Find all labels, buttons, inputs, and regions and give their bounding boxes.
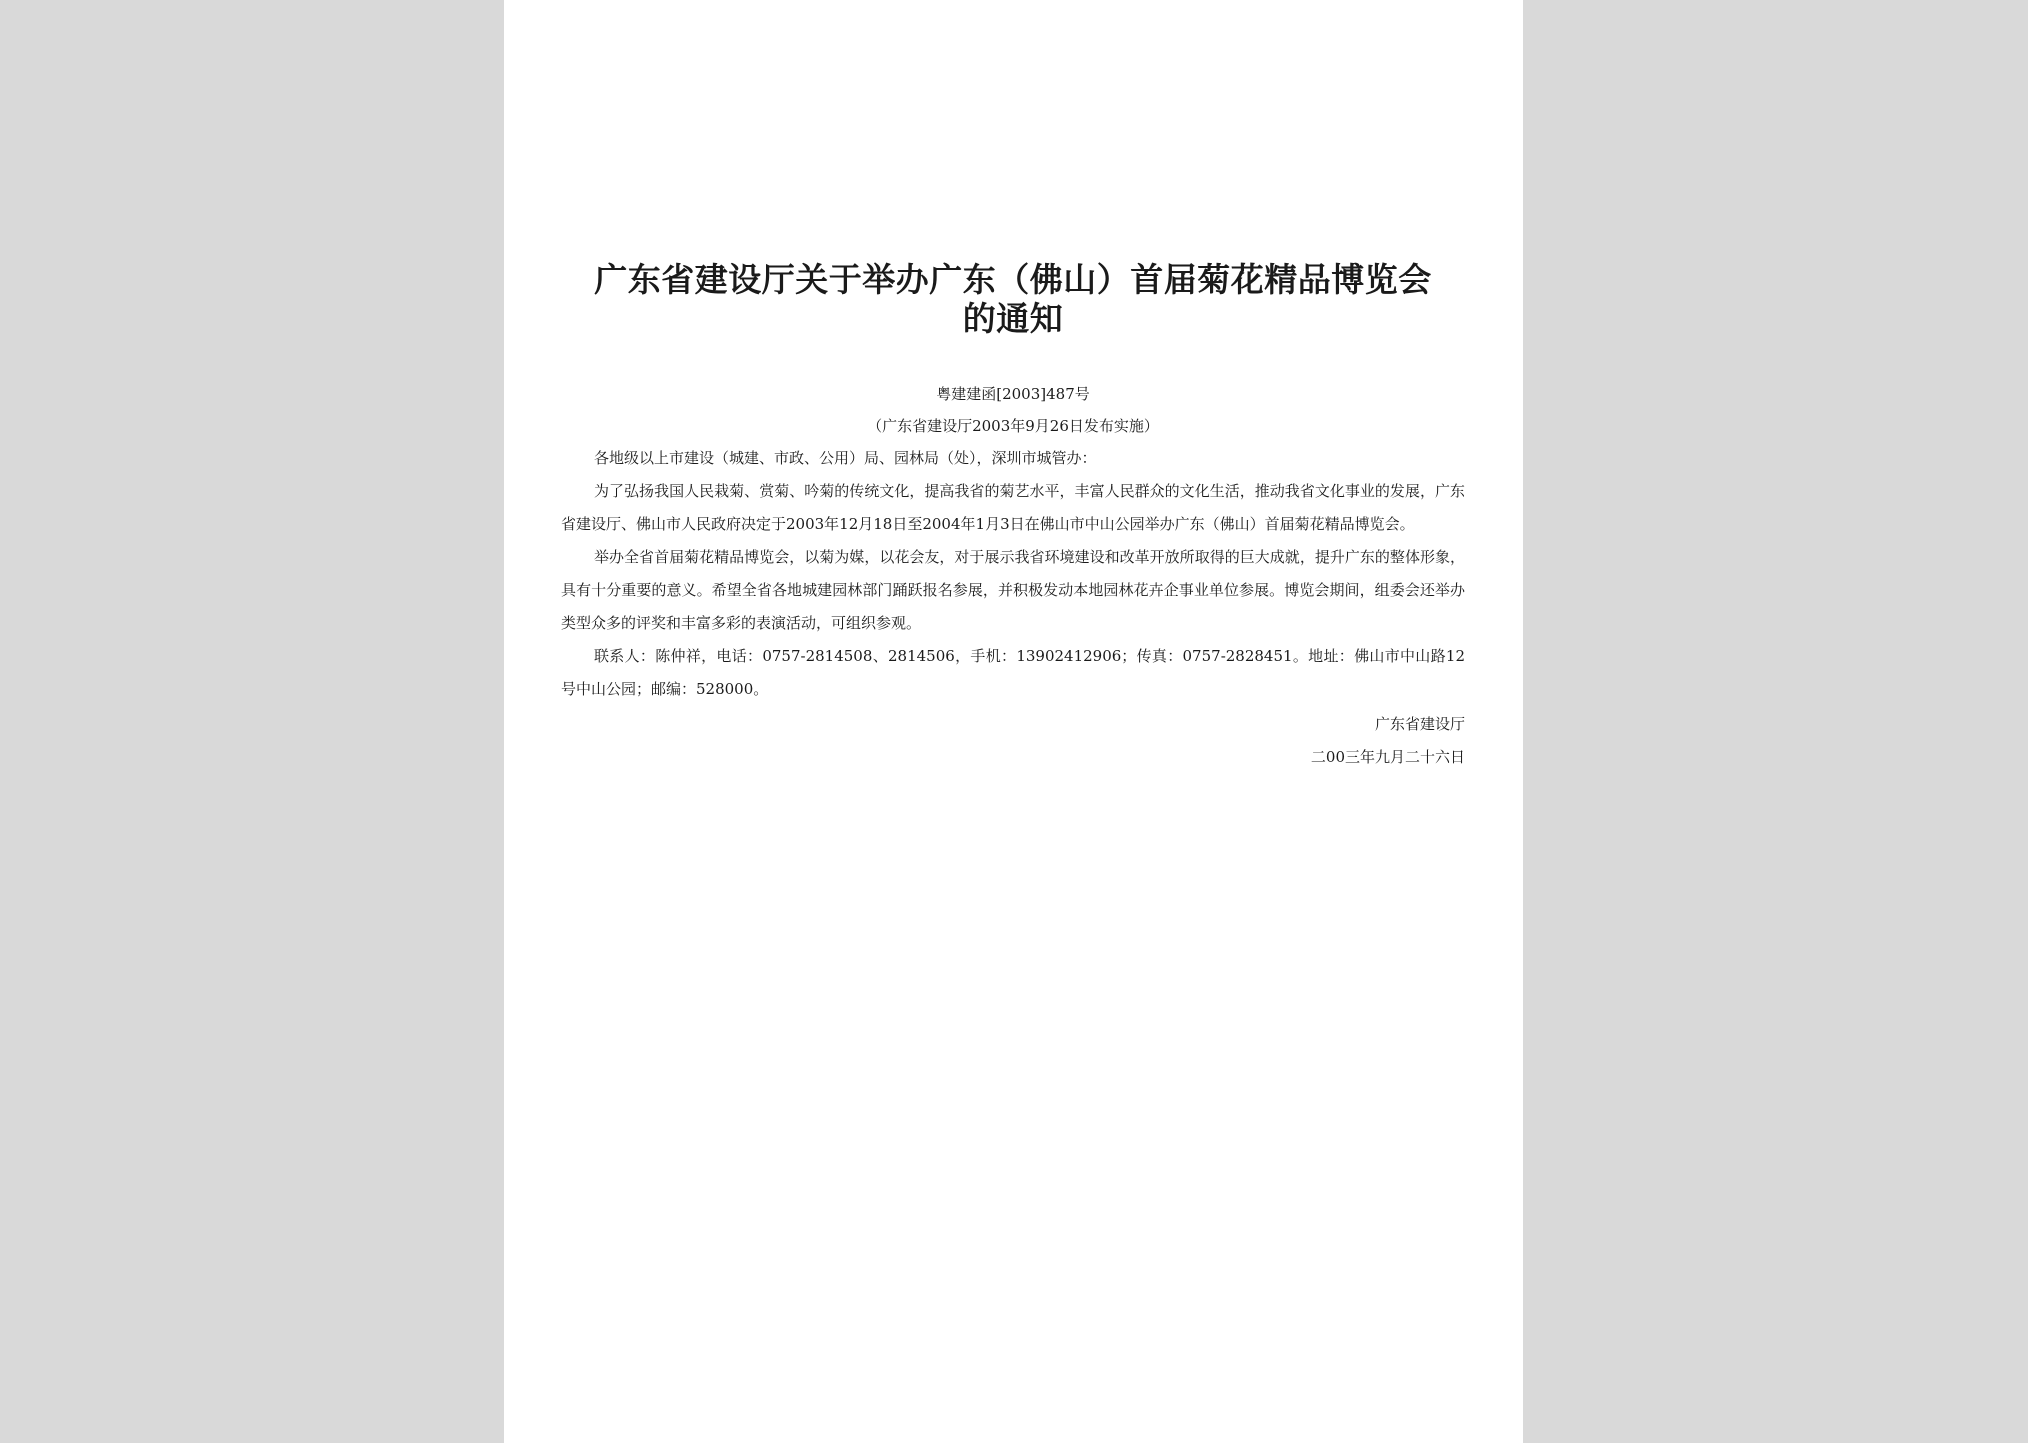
document-body	[561, 442, 1465, 774]
document-page	[504, 0, 1523, 1443]
body-paragraph: 举办全省首届菊花精品博览会，以菊为媒，以花会友，对于展示我省环境建设和改革开放所取得的巨大成就，提升广东的整体形象，具有十分重要的意义。希望全省各地城建园林部门踊跃报名参展，并积极发动本地园林花卉企事业单位参展。博览会期间，组委会还举办类型众多的评奖和丰富多彩的表演活动，可组织参观。	[561, 548, 1465, 632]
document-title: 广东省建设厅关于举办广东（佛山）首届菊花精品博览会的通知	[594, 260, 1432, 338]
salutation: 各地级以上市建设（城建、市政、公用）局、园林局（处），深圳市城管办：	[594, 449, 1097, 467]
body-paragraph: 为了弘扬我国人民栽菊、赏菊、吟菊的传统文化，提高我省的菊艺水平，丰富人民群众的文化生活，推动我省文化事业的发展，广东省建设厅、佛山市人民政府决定于2003年12月18日至2004年1月3日在佛山市中山公园举办广东（佛山）首届菊花精品博览会。	[561, 482, 1465, 533]
issue-date: 二00三年九月二十六日	[1310, 748, 1465, 766]
contact-paragraph: 联系人：陈仲祥，电话：0757-2814508、2814506，手机：13902412906；传真：0757-2828451。地址：佛山市中山路12号中山公园；邮编：528000。	[561, 647, 1465, 698]
issuance-note: （广东省建设厅2003年9月26日发布实施）	[867, 417, 1159, 435]
issuer-signature: 广东省建设厅	[1374, 715, 1465, 733]
document-number: 粤建建函[2003]487号	[936, 385, 1090, 403]
